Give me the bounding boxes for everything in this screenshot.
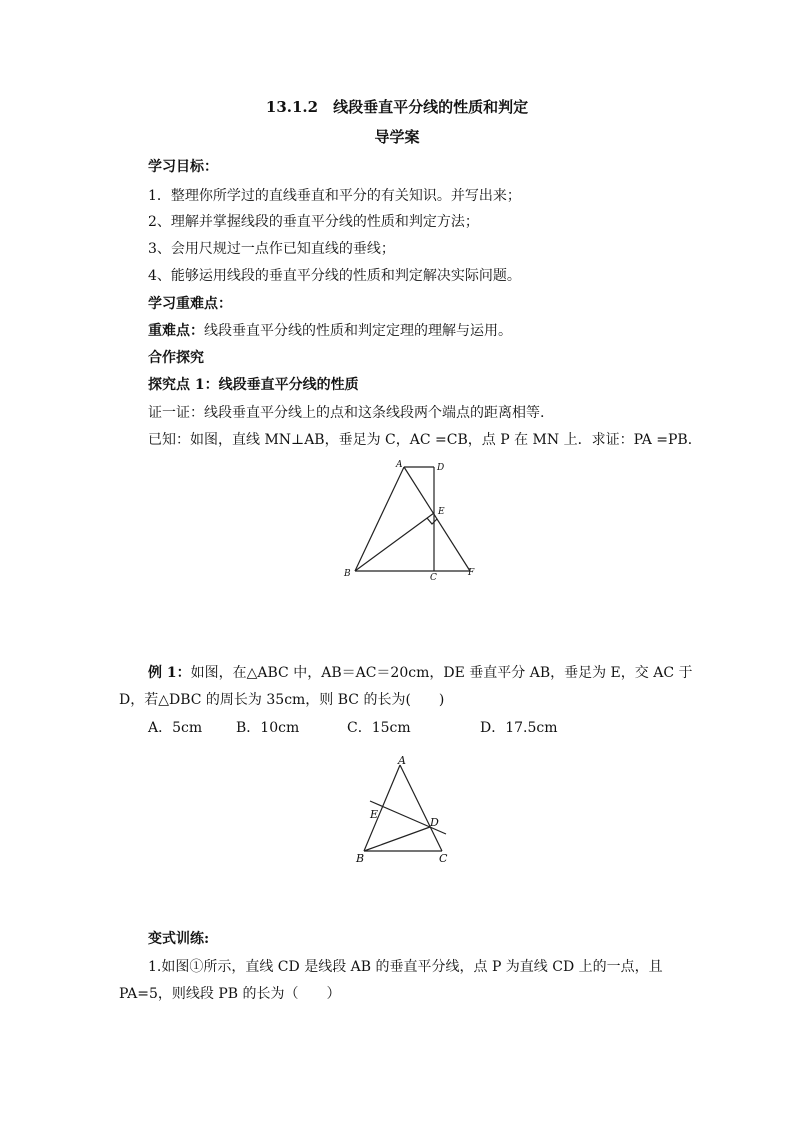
fig2-label-C: C [439,852,448,865]
fig2-label-B: B [356,852,365,865]
variant-q1-line2: PA=5，则线段 PB 的长为（ ） [119,986,341,1002]
fig2-segment-AC [400,765,442,851]
example1-option-d: D．17.5cm [480,720,558,736]
fig1-label-A: A [396,460,403,470]
variant-heading: 变式训练: [148,931,210,947]
example1-text: 如图，在△ABC 中，AB＝AC＝20cm，DE 垂直平分 AB，垂足为 E，交 AC 于 [190,665,693,681]
objective-item-2: 2、理解并掌握线段的垂直平分线的性质和判定方法； [148,214,479,230]
example1-option-c: C．15cm [347,720,411,736]
key-points-heading: 学习重难点： [148,296,232,312]
objective-item-3: 3、会用尺规过一点作已知直线的垂线； [148,241,395,257]
page-subtitle: 导学案 [374,128,420,146]
example1-option-b: B．10cm [236,720,300,736]
fig1-label-F: F [468,568,475,578]
key-points-label: 重难点： [148,323,204,339]
fig2-label-A: A [398,754,406,767]
objective-item-1: 1．整理你所学过的直线垂直和平分的有关知识。并写出来； [148,188,521,204]
fig1-label-B: B [344,569,351,579]
given-statement: 已知：如图，直线 MN⊥AB，垂足为 C，AC =CB，点 P 在 MN 上．求证：PA =PB． [148,432,702,448]
fig2-segment-BD [364,827,430,851]
page-title: 13.1.2 线段垂直平分线的性质和判定 [265,98,529,116]
fig1-label-E: E [438,507,445,517]
fig1-label-C: C [430,573,437,583]
example1-option-a: A．5cm [148,720,203,736]
fig2-label-E: E [370,808,379,821]
example1-line2: D，若△DBC 的周长为 35cm，则 BC 的长为( ) [119,692,445,708]
fig2-label-D: D [430,816,439,829]
objective-item-4: 4、能够运用线段的垂直平分线的性质和判定解决实际问题。 [148,268,521,284]
key-points-text: 线段垂直平分线的性质和判定定理的理解与运用。 [204,323,512,339]
fig1-label-D: D [437,463,445,473]
prove-statement: 证一证：线段垂直平分线上的点和这条线段两个端点的距离相等. [148,405,545,421]
variant-q1-line1: 1.如图①所示，直线 CD 是线段 AB 的垂直平分线，点 P 为直线 CD 上的一点，且 [148,959,663,975]
objectives-heading: 学习目标： [148,159,218,175]
explore-point1-title: 探究点 1：线段垂直平分线的性质 [148,377,359,393]
explore-heading: 合作探究 [148,350,204,366]
example1-label: 例 1： [148,665,191,681]
